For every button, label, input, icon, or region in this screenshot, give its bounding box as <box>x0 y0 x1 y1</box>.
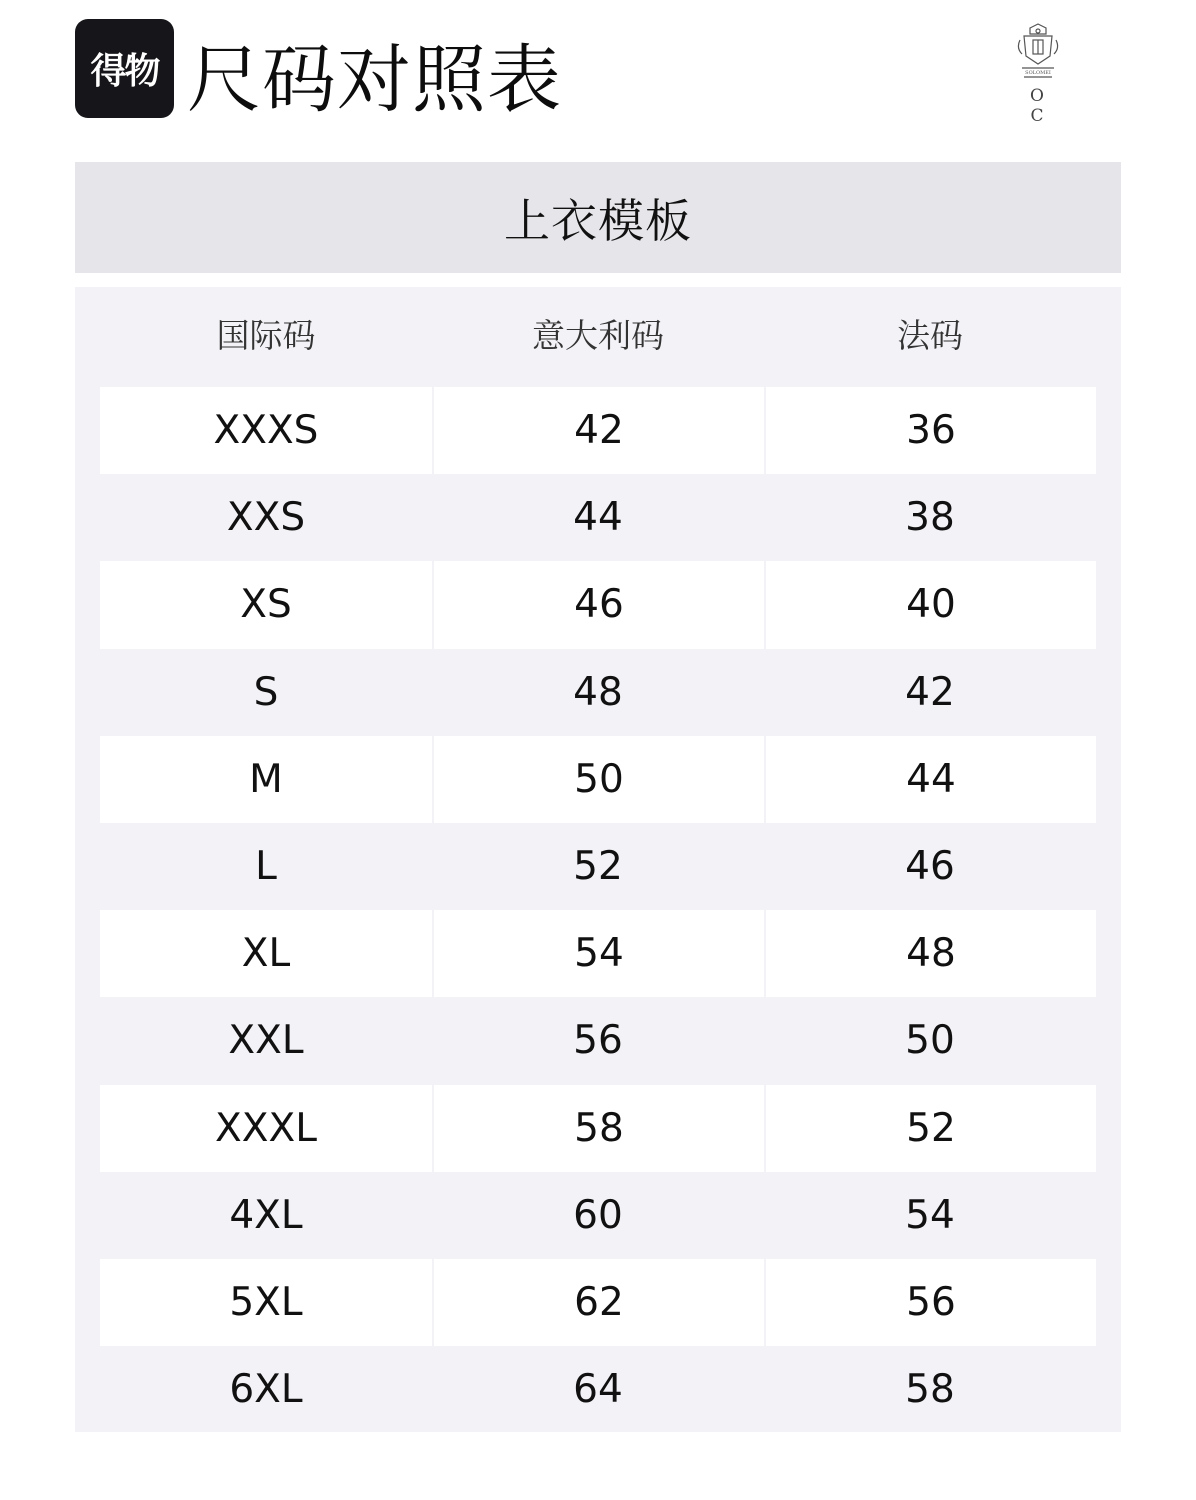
cell-international: 5XL <box>100 1259 432 1346</box>
table-row <box>100 474 1096 561</box>
cell-italy: 60 <box>573 1192 623 1238</box>
table-row <box>100 1085 1096 1172</box>
cell-italy: 52 <box>573 844 623 890</box>
table-row <box>100 736 1096 823</box>
cell-france: 50 <box>905 1018 955 1064</box>
cell-international: 4XL <box>229 1192 303 1238</box>
cell-italy: 42 <box>432 387 764 474</box>
cell-international: XS <box>100 561 432 648</box>
cell-italy: 44 <box>573 495 623 541</box>
cell-france: 46 <box>905 844 955 890</box>
cell-italy: 58 <box>432 1085 764 1172</box>
column-header-international: 国际码 <box>216 316 316 355</box>
cell-international: L <box>255 844 277 890</box>
app-logo <box>75 19 174 118</box>
cell-france: 36 <box>764 387 1096 474</box>
table-row <box>100 1259 1096 1346</box>
cell-italy: 54 <box>432 910 764 997</box>
column-header-italy: 意大利码 <box>532 316 664 355</box>
cell-france: 52 <box>764 1085 1096 1172</box>
table-row <box>100 1346 1096 1433</box>
page-title: 尺码对照表 <box>187 37 562 123</box>
cell-france: 58 <box>905 1367 955 1413</box>
crest-icon <box>1010 22 1066 84</box>
cell-international: XXXS <box>100 387 432 474</box>
cell-international: 6XL <box>229 1367 303 1413</box>
table-row <box>100 823 1096 910</box>
cell-france: 54 <box>905 1192 955 1238</box>
cell-france: 42 <box>905 669 955 715</box>
cell-international: XXS <box>226 495 306 541</box>
table-row <box>100 561 1096 648</box>
table-row <box>100 387 1096 474</box>
cell-italy: 62 <box>432 1259 764 1346</box>
cell-italy: 56 <box>573 1018 623 1064</box>
cell-international: XL <box>100 910 432 997</box>
table-row <box>100 910 1096 997</box>
cell-italy: 64 <box>573 1367 623 1413</box>
cell-international: M <box>100 736 432 823</box>
cell-international: XXXL <box>100 1085 432 1172</box>
brand-initials: O C <box>1030 86 1052 126</box>
section-title: 上衣模板 <box>504 193 692 248</box>
cell-france: 38 <box>905 495 955 541</box>
cell-italy: 46 <box>432 561 764 648</box>
cell-italy: 50 <box>432 736 764 823</box>
table-row <box>100 649 1096 736</box>
cell-france: 56 <box>764 1259 1096 1346</box>
table-row <box>100 1172 1096 1259</box>
cell-italy: 48 <box>573 669 623 715</box>
table-header-row <box>100 287 1096 385</box>
svg-text:SOLOMEI: SOLOMEI <box>1025 70 1051 76</box>
column-header-france: 法码 <box>897 316 963 355</box>
table-row <box>100 997 1096 1084</box>
cell-international: S <box>253 669 279 715</box>
cell-international: XXL <box>228 1018 304 1064</box>
cell-france: 40 <box>764 561 1096 648</box>
cell-france: 44 <box>764 736 1096 823</box>
cell-france: 48 <box>764 910 1096 997</box>
size-table-body <box>100 387 1096 1433</box>
section-header <box>75 162 1121 273</box>
brand-logo <box>1010 22 1066 126</box>
app-logo-text: 得物 <box>90 51 159 92</box>
